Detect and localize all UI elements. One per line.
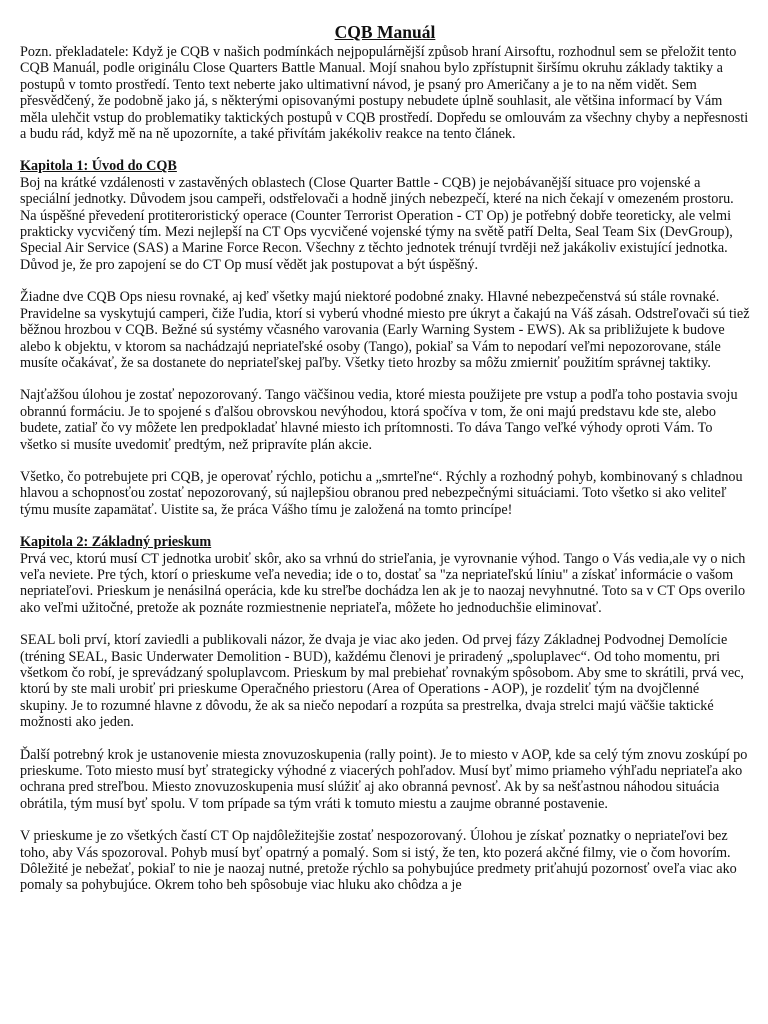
translator-note: Pozn. překladatele: Když je CQB v našich podmínkách nejpopulárnější způsob hraní Airsoftu, rozhodnul sem se přeložit tento CQB Manuál, podle originálu Close Quarters Battle Manual. Mojí snahou bylo zpřístupnit širšímu okruhu základy taktiky a postupů v tomto prostředí. Tento text neberte jako ultimativní návod, je psaný pro Američany a je to na něm vidět. Sem přesvědčený, že podobně jako já, s některými opisovanými postupy nebudete úplně souhlasit, ale většina informací by Vám měla ulehčit vstup do problematiky taktických postupů v CQB prostředí. Dopředu se omlouvám za všechny chyby a nepřesnosti a budu rád, když mě na ně upozorníte, a také přivítám jakékoliv reakce na tento článek.: [20, 44, 749, 143]
chapter-2-paragraph: V prieskume je zo všetkých častí CT Op najdôležitejšie zostať nespozorovaný. Úlohou je získať poznatky o nepriateľovi bez toho, aby Vás spozoroval. Pohyb musí byť opatrný a pomalý. Som si istý, že ten, kto pozerá akčné filmy, vie o čom hovorím. Dôležité je nebežať, pokiaľ to nie je naozaj nutné, pretože rýchlo sa pohybujúce predmety priťahujú pozornosť oveľa viac ako pomaly sa pohybujúce. Okrem toho beh spôsobuje viac hluku ako chôdza a je: [20, 828, 737, 894]
chapter-2-paragraph: SEAL boli prví, ktorí zaviedli a publikovali názor, že dvaja je viac ako jeden. Od prvej fázy Základnej Podvodnej Demolície (tréning SEAL, Basic Underwater Demolition - BUD), každému členovi je priradený „spoluplavec“. Od toho momentu, pri všetkom čo robí, je sprevádzaný spoluplavcom. Prieskum by mal prebiehať rovnakým spôsobom. Aby sme to skrátili, prvá vec, ktorú by ste mali urobiť pri prieskume Operačného priestoru (Area of Operations - AOP), je rozdeliť tým na dvojčlenné skupiny. Je to rozumné hlavne z dôvodu, že ak sa niečo nepodarí a rozpúta sa prestrelka, dvaja strelci majú väčšie taktické možnosti ako jeden.: [20, 632, 744, 731]
chapter-2-heading: Kapitola 2: Základný prieskum: [20, 534, 212, 551]
chapter-1-paragraph: Žiadne dve CQB Ops niesu rovnaké, aj keď všetky majú niektoré podobné znaky. Hlavné nebezpečenstvá sú stále rovnaké. Pravidelne sa vyskytujú camperi, čiže ľudia, ktorí si vyberú vhodné miesto pre úkryt a čakajú na Váš zásah. Odstreľovači sú tiež běžnou hrozbou v CQB. Bežné sú systémy včasného varovania (Early Warning System - EWS). Ak sa približujete k budove alebo k objektu, v ktorom sa nachádzajú nepriateľské osoby (Tango), pokiaľ sa Vám to nepodarí veľmi nepozorovane, stále musíte očakávať, že sa dostanete do nepriateľskej paľby. Všetky tieto hrozby sa môžu zmierniť použitím správnej taktiky.: [20, 289, 750, 371]
chapter-2-paragraph: Prvá vec, ktorú musí CT jednotka urobiť skôr, ako sa vrhnú do strieľania, je vyrovnanie výhod. Tango o Vás vedia,ale vy o nich veľa neviete. Pre tých, ktorí o prieskume veľa nevedia; ide o to, dostať sa "za nepriateľskú líniu" a získať informácie o vašom nepriateľovi. Prieskum je nenásilná operácia, kde ku streľbe dochádza len ak je to naozaj nevyhnutné. Toto sa v CT Ops overilo ako veľmi užitočné, pretože ak poznáte rozmiestnenie nepriateľa, môžete ho jednoduchšie eliminovať.: [20, 550, 746, 616]
chapter-2-paragraph: Ďalší potrebný krok je ustanovenie miesta znovuzoskupenia (rally point). Je to miesto v AOP, kde sa celý tým znovu zoskúpí po prieskume. Toto miesto musí byť strategicky výhodné z viacerých pohľadov. Musí byť mimo priameho výhľadu nepriateľa ako ochrana pred streľbou. Miesto znovuzoskupenia musí slúžiť aj ako obranná pevnosť. Ak by sa nešťastnou náhodou situácia obrátila, tým musí byť spolu. V tom prípade sa tým vráti k tomuto miestu a zaujme obranné postavenie.: [20, 746, 748, 812]
chapter-1-paragraph: Všetko, čo potrebujete pri CQB, je operovať rýchlo, potichu a „smrteľne“. Rýchly a rozhodný pohyb, kombinovaný s chladnou hlavou a schopnosťou zostať nepozorovaný, sú najlepšiou obranou pred nebezpečnými situáciami. Toto všetko si ako veliteľ týmu musíte zapamätať. Uistite sa, že práca Vášho tímu je založená na tomto princípe!: [20, 468, 743, 518]
document-page: [20, 22, 750, 910]
chapter-1-paragraph: Boj na krátké vzdálenosti v zastavěných oblastech (Close Quarter Battle - CQB) je nejobávanější situace pro vojenské a speciální jednotky. Důvodem jsou campeři, odstřelovači a hodně jiných nebezpečí, které na nich čekají v omezeném prostoru. Na úspěšné převedení protiteroristický operace (Counter Terrorist Operation - CT Op) je potřebný dobře teoreticky, ale velmi prakticky vycvičený tím. Mezi nejlepší na CT Ops vycvičené vojenské týmy na světě patří Delta, Seal Team Six (DevGroup), Special Air Service (SAS) a Marine Force Recon. Všechny z těchto jednotek trénují tvrději než jakákoliv existující jednotka. Důvod je, že pro zapojení se do CT Op musí vědět jak postupovat a být úspěšný.: [20, 174, 734, 273]
chapter-1-paragraph: Najťažšou úlohou je zostať nepozorovaný. Tango väčšinou vedia, ktoré miesta použijete pre vstup a podľa toho postavia svoju obrannú formáciu. Je to spojené s ďalšou obrovskou nevýhodou, ktorá spočíva v tom, že oni majú predstavu kde ste, alebo budete, zatiaľ čo vy môžete len predpokladať hlavné miesto ich prítomnosti. To dáva Tango veľké výhody oproti Vám. To všetko si musíte uvedomiť predtým, než pripravíte plán akcie.: [20, 387, 738, 453]
chapter-1-heading: Kapitola 1: Úvod do CQB: [20, 158, 177, 175]
chapter-2: [20, 534, 750, 894]
chapter-1: [20, 158, 750, 518]
document-title: CQB Manuál: [334, 22, 436, 42]
